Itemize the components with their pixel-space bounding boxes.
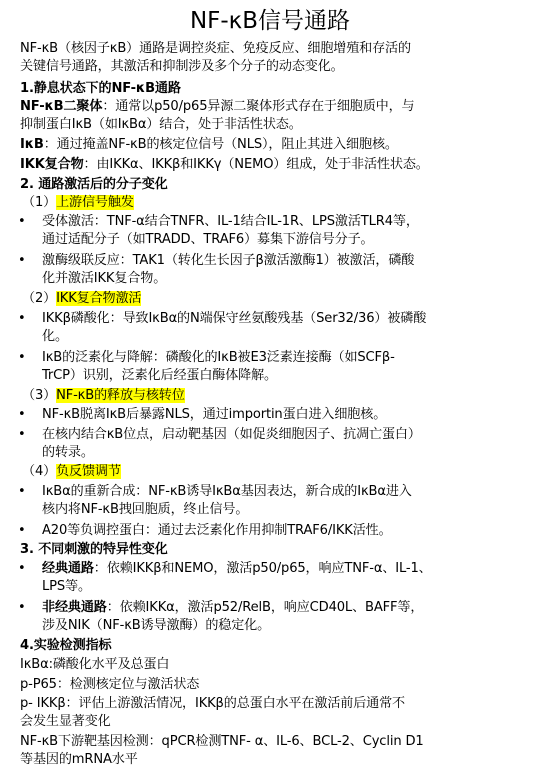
subheading	[22, 194, 134, 212]
bullet-icon: •	[18, 600, 26, 615]
term-text: ：依赖IKKβ和NEMO，激活p50/p65，响应TNF-α、IL-1、	[93, 561, 432, 576]
bullet-icon: •	[18, 214, 26, 229]
bullet-line	[42, 560, 432, 578]
term-text: ：依赖IKKα，激活p52/RelB，响应CD40L、BAFF等，	[106, 600, 424, 615]
bullet-line: LPS等。	[42, 579, 91, 594]
bullet-icon: •	[18, 253, 26, 268]
term-label: IKK复合物	[20, 157, 84, 172]
bullet-icon: •	[18, 350, 26, 365]
bullet-line: 核内将NF-κB拽回胞质，终止信号。	[42, 502, 249, 517]
bullet-line: NF-κB脱离IκB后暴露NLS，通过importin蛋白进入细胞核。	[42, 407, 387, 422]
bullet-icon: •	[18, 523, 26, 538]
term-label: IκB	[20, 137, 44, 152]
bullet-line: TrCP）识别，泛素化后经蛋白酶体降解。	[42, 368, 277, 383]
paragraph-line: NF-κB下游靶基因检测：qPCR检测TNF- α、IL-6、BCL-2、Cyclin D1	[20, 734, 424, 749]
section-heading: 2. 通路激活后的分子变化	[20, 177, 168, 192]
sub-number: （2）	[22, 291, 57, 306]
sub-number: （1）	[22, 195, 57, 210]
term-text: ：通常以p50/p65异源二聚体形式存在于细胞质中，与	[102, 99, 415, 114]
subheading	[22, 290, 141, 308]
bullet-line: 通过适配分子（如TRADD、TRAF6）募集下游信号分子。	[42, 232, 374, 247]
term-text: ：由IKKα、IKKβ和IKKγ（NEMO）组成，处于非活性状态。	[83, 157, 429, 172]
bullet-icon: •	[18, 561, 26, 576]
bullet-line	[42, 599, 423, 617]
paragraph-line	[20, 156, 429, 174]
bullet-line: 涉及NIK（NF-κB诱导激酶）的稳定化。	[42, 618, 271, 633]
bullet-line: 在核内结合κB位点，启动靶基因（如促炎细胞因子、抗凋亡蛋白）	[42, 427, 421, 442]
highlighted-label: NF-κB的释放与核转位	[56, 388, 185, 403]
section-heading: 3. 不同刺激的特异性变化	[20, 542, 168, 557]
paragraph-line: p-P65：检测核定位与激活状态	[20, 677, 200, 692]
paragraph-line: p- IKKβ：评估上游激活情况，IKKβ的总蛋白水平在激活前后通常不	[20, 696, 405, 711]
paragraph-line: 等基因的mRNA水平	[20, 752, 138, 767]
highlighted-label: 上游信号触发	[56, 195, 134, 210]
term-label: 经典通路	[42, 561, 94, 576]
intro-line: 关键信号通路，其激活和抑制涉及多个分子的动态变化。	[20, 59, 344, 74]
subheading	[22, 387, 185, 405]
bullet-icon: •	[18, 427, 26, 442]
section-heading: 4.实验检测指标	[20, 638, 112, 653]
sub-number: （3）	[22, 388, 57, 403]
bullet-line: IκB的泛素化与降解：磷酸化的IκB被E3泛素连接酶（如SCFβ-	[42, 350, 395, 365]
section-heading: 1.静息状态下的NF-κB通路	[20, 81, 181, 96]
bullet-line: IκBα的重新合成：NF-κB诱导IκBα基因表达，新合成的IκBα进入	[42, 484, 412, 499]
highlighted-label: IKK复合物激活	[56, 291, 142, 306]
bullet-line: 激酶级联反应：TAK1（转化生长因子β激活激酶1）被激活，磷酸	[42, 253, 415, 268]
bullet-icon: •	[18, 311, 26, 326]
bullet-line: 化。	[42, 329, 68, 344]
bullet-line: A20等负调控蛋白：通过去泛素化作用抑制TRAF6/IKK活性。	[42, 523, 392, 538]
paragraph-line	[20, 136, 398, 154]
paragraph-line: 抑制蛋白IκB（如IκBα）结合，处于非活性状态。	[20, 117, 302, 132]
bullet-line: 化并激活IKK复合物。	[42, 271, 167, 286]
term-label: 非经典通路	[42, 600, 107, 615]
bullet-line: 受体激活：TNF-α结合TNFR、IL-1结合IL-1R、LPS激活TLR4等，	[42, 214, 419, 229]
sub-number: （4）	[22, 464, 57, 479]
bullet-line: IKKβ磷酸化：导致IκBα的N端保守丝氨酸残基（Ser32/36）被磷酸	[42, 311, 427, 326]
bullet-icon: •	[18, 407, 26, 422]
intro-line: NF-κB（核因子κB）通路是调控炎症、免疫反应、细胞增殖和存活的	[20, 41, 411, 56]
term-label: NF-κB二聚体	[20, 99, 103, 114]
subheading	[22, 463, 121, 481]
term-text: ：通过掩盖NF-κB的核定位信号（NLS），阻止其进入细胞核。	[43, 137, 398, 152]
page-title: NF-κB信号通路	[189, 8, 351, 34]
paragraph-line: 会发生显著变化	[20, 714, 111, 729]
bullet-icon: •	[18, 484, 26, 499]
paragraph-line: IκBα:磷酸化水平及总蛋白	[20, 657, 170, 672]
highlighted-label: 负反馈调节	[56, 464, 121, 479]
paragraph-line	[20, 98, 415, 116]
bullet-line: 的转录。	[42, 445, 94, 460]
